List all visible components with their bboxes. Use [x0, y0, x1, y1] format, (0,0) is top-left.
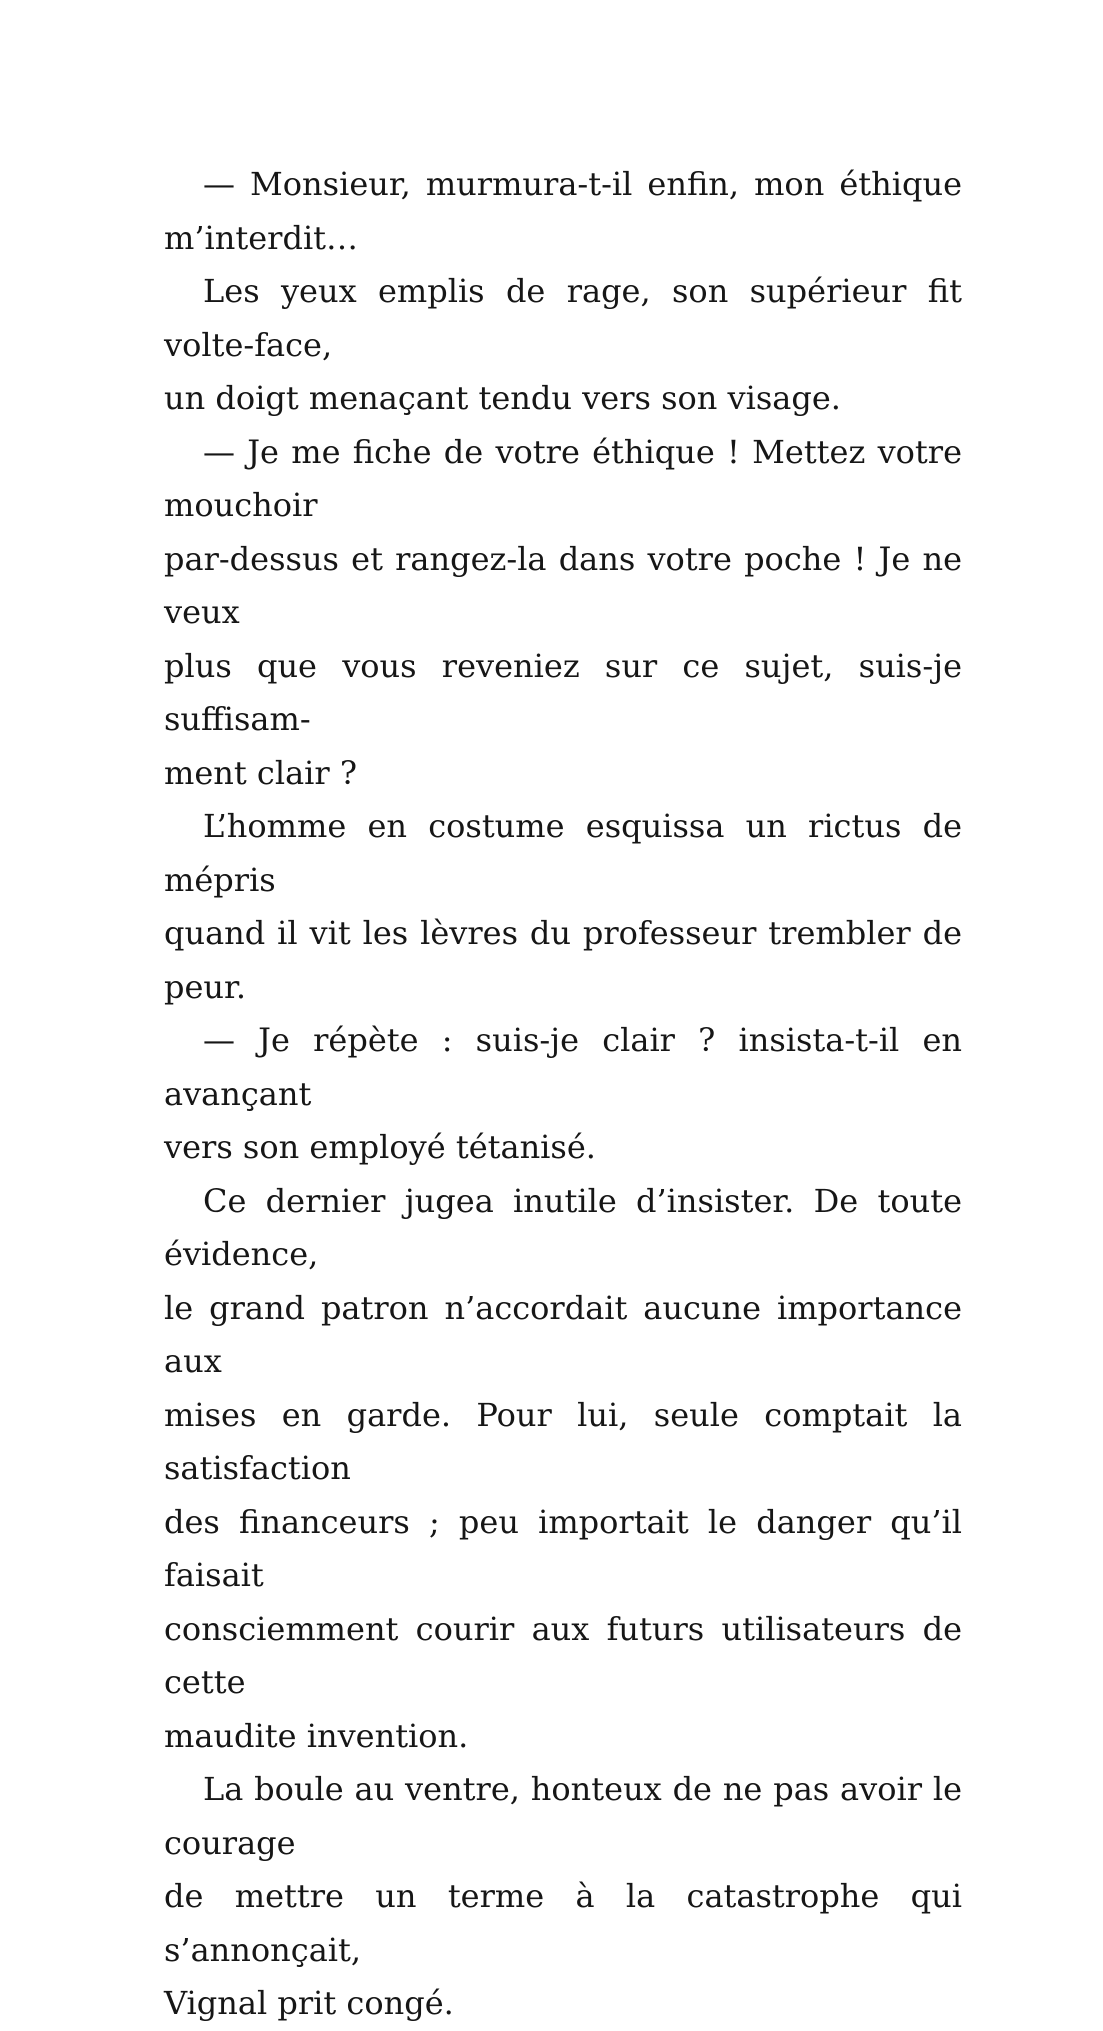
text-line: un doigt menaçant tendu vers son visage.: [164, 379, 841, 417]
text-line: par-dessus et rangez-la dans votre poche ! Je ne veux: [164, 539, 962, 631]
text-line: m’interdit…: [164, 218, 359, 257]
text-line: ment clair ?: [164, 753, 358, 792]
text-line: consciemment courir aux futurs utilisateurs de cette: [164, 1609, 962, 1701]
text-line: maudite invention.: [164, 1716, 469, 1755]
paragraph: [164, 1763, 962, 2031]
paragraph: [164, 1014, 962, 1175]
text-line: des financeurs ; peu importait le danger qu’il faisait: [164, 1502, 962, 1594]
text-line: L’homme en costume esquissa un rictus de mépris: [164, 807, 962, 899]
text-line: La boule au ventre, honteux de ne pas avoir le courage: [164, 1770, 962, 1862]
paragraph: [164, 426, 962, 801]
paragraph: [164, 158, 962, 265]
text-line: — Monsieur, murmura-t-il enfin, mon éthique: [203, 165, 962, 203]
paragraph: [164, 1175, 962, 1764]
paragraph: [164, 265, 962, 426]
text-line: plus que vous reveniez sur ce sujet, suis-je suffisam-: [164, 646, 962, 738]
text-line: de mettre un terme à la catastrophe qui s’annonçait,: [164, 1877, 962, 1969]
text-line: Les yeux emplis de rage, son supérieur fit volte-face,: [164, 272, 962, 364]
text-line: vers son employé tétanisé.: [164, 1128, 596, 1166]
text-line: Ce dernier jugea inutile d’insister. De toute évidence,: [164, 1181, 962, 1273]
text-line: — Je répète : suis-je clair ? insista-t-il en avançant: [164, 1021, 962, 1113]
paragraph: [164, 800, 962, 1014]
text-line: — Je me fiche de votre éthique ! Mettez votre mouchoir: [164, 432, 962, 524]
text-line: mises en garde. Pour lui, seule comptait la satisfaction: [164, 1395, 962, 1487]
text-line: quand il vit les lèvres du professeur trembler de peur.: [164, 914, 962, 1006]
text-line: Vignal prit congé.: [164, 1984, 454, 2022]
text-line: le grand patron n’accordait aucune importance aux: [164, 1288, 962, 1380]
body-text: [164, 158, 962, 2031]
